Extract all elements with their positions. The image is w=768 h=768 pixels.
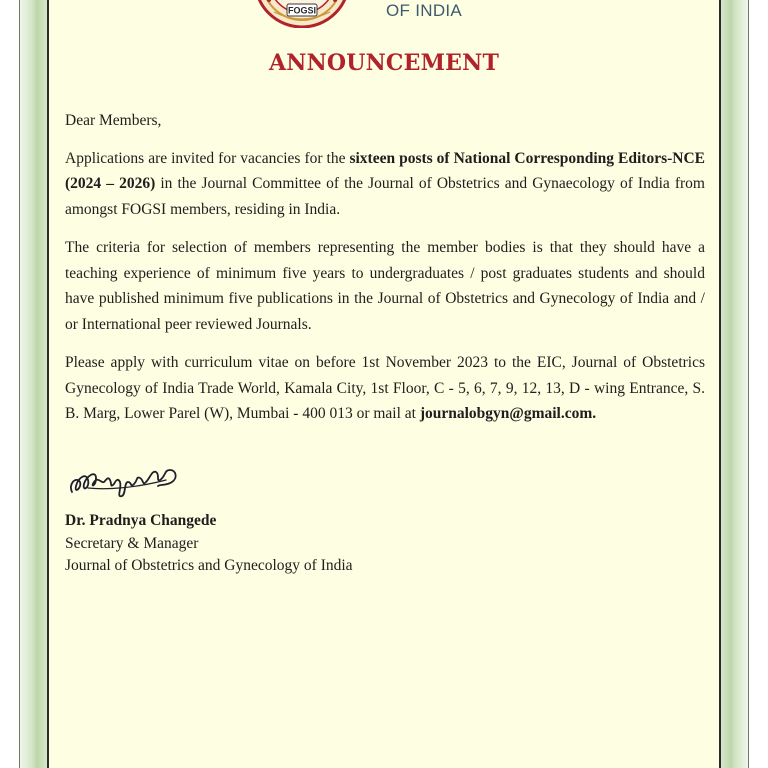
left-decorative-border <box>19 0 49 768</box>
signatory-block <box>65 510 353 578</box>
seal-label: FOGSI <box>287 5 317 16</box>
para1-intro: Applications are invited for vacancies for the <box>65 149 350 167</box>
announcement-title: ANNOUNCEMENT <box>268 50 500 76</box>
handwritten-signature <box>66 458 186 504</box>
paragraph-application <box>65 350 705 427</box>
salutation: Dear Members, <box>65 112 162 129</box>
paragraph-criteria: The criteria for selection of members representing the member bodies is that they should have a teaching experience of minimum five years to undergraduates / post graduates students and should have published minimum five publications in the Journal of Obstetrics and Gynecology of India and / or International peer reviewed Journals. <box>65 239 705 333</box>
org-name-line-2: OF INDIA <box>386 1 463 20</box>
signatory-name: Dr. Pradnya Changede <box>65 512 217 529</box>
announcement-body <box>65 108 705 440</box>
contact-email: journalobgyn@gmail.com. <box>419 405 597 422</box>
para1-posts-highlight: sixteen posts of National Corresponding Editors-NCE (2024 – 2026) <box>65 149 706 192</box>
paragraph-vacancies <box>65 146 705 223</box>
para1-rest: in the Journal Committee of the Journal of Obstetrics and Gynaecology of India from amongst FOGSI members, residing in India. <box>65 175 705 218</box>
organization-name <box>386 0 510 19</box>
signatory-organization: Journal of Obstetrics and Gynecology of India <box>65 557 353 574</box>
right-border-line <box>748 0 749 768</box>
right-decorative-border <box>719 0 749 768</box>
left-border-line <box>19 0 20 768</box>
signatory-role: Secretary & Manager <box>65 534 199 552</box>
para3-text: Please apply with curriculum vitae on before 1st November 2023 to the EIC, Journal of Obstetrics Gynecology of India Trade World, Kamala City, 1st Floor, C - 5, 6, 7, 9, 12, 13, D - wing Entrance, S. B. Marg, Lower Parel (W), Mumbai - 400 013 or mail at <box>65 354 705 422</box>
fogsi-seal-logo-icon <box>254 0 350 28</box>
